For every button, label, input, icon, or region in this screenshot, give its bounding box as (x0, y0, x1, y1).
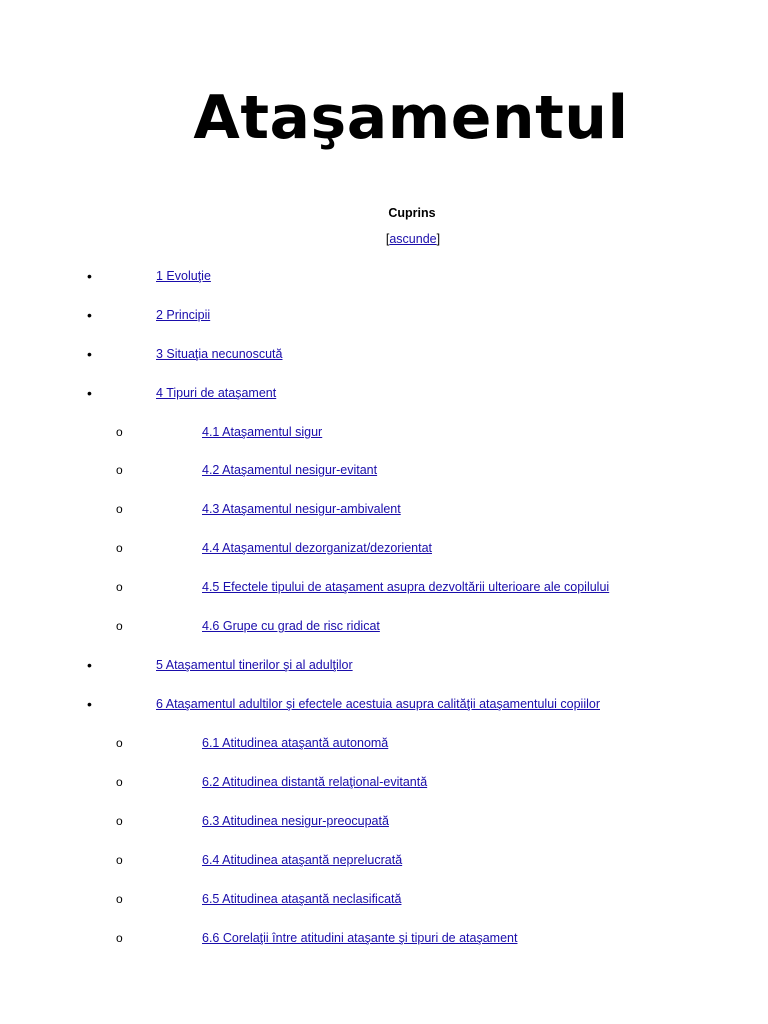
toc-link-1[interactable]: 1 Evoluţie (156, 269, 211, 283)
toc-item-6-1 (0, 734, 768, 752)
toc-item-4-2 (0, 461, 768, 479)
toc-link-4-1[interactable]: 4.1 Ataşamentul sigur (202, 425, 323, 439)
bullet-circle-icon: o (116, 541, 123, 555)
toc-link-6-3[interactable]: 6.3 Atitudinea nesigur-preocupată (202, 814, 389, 828)
toc-item-4-6 (0, 617, 768, 635)
toc-item-2 (0, 306, 768, 324)
bullet-circle-icon: o (116, 892, 123, 906)
toc-item-5 (0, 656, 768, 674)
bullet-disc-icon: • (87, 268, 92, 284)
toc-toggle-open-bracket: [ (385, 232, 390, 246)
toc-item-6-4 (0, 851, 768, 869)
toc-item-4 (0, 384, 768, 402)
toc-link-6-2[interactable]: 6.2 Atitudinea distantă relaţional-evitantă (202, 775, 428, 789)
toc-link-4-2[interactable]: 4.2 Ataşamentul nesigur-evitant (202, 463, 378, 477)
toc-link-4-6[interactable]: 4.6 Grupe cu grad de risc ridicat (202, 619, 380, 633)
bullet-disc-icon: • (87, 696, 92, 712)
toc-item-4-1 (0, 423, 768, 441)
bullet-circle-icon: o (116, 775, 123, 789)
toc-item-6-6 (0, 929, 768, 947)
bullet-circle-icon: o (116, 463, 123, 477)
toc-item-3 (0, 345, 768, 363)
toc-link-3[interactable]: 3 Situaţia necunoscută (156, 347, 283, 361)
bullet-circle-icon: o (116, 580, 123, 594)
toc-link-4-3[interactable]: 4.3 Ataşamentul nesigur-ambivalent (202, 502, 401, 516)
toc-link-5[interactable]: 5 Ataşamentul tinerilor şi al adulţilor (156, 658, 353, 672)
toc-item-6 (0, 695, 768, 713)
toc-link-4-4[interactable]: 4.4 Ataşamentul dezorganizat/dezorientat (202, 541, 433, 555)
toc-heading: Cuprins (388, 206, 436, 220)
bullet-disc-icon: • (87, 346, 92, 362)
toc-link-6-5[interactable]: 6.5 Atitudinea ataşantă neclasificată (202, 892, 402, 906)
toc-item-1 (0, 267, 768, 285)
bullet-disc-icon: • (87, 307, 92, 323)
toc-item-4-4 (0, 539, 768, 557)
bullet-circle-icon: o (116, 736, 123, 750)
bullet-circle-icon: o (116, 425, 123, 439)
bullet-circle-icon: o (116, 853, 123, 867)
toc-link-4[interactable]: 4 Tipuri de ataşament (156, 386, 277, 400)
toc-item-6-2 (0, 773, 768, 791)
toc-toggle-close-bracket: ] (436, 232, 441, 246)
toc-link-2[interactable]: 2 Principii (156, 308, 211, 322)
toc-link-6-6[interactable]: 6.6 Corelaţii între atitudini ataşante şi tipuri de ataşament (202, 931, 518, 945)
toc-hide-link[interactable]: ascunde (389, 232, 437, 246)
toc-link-6-1[interactable]: 6.1 Atitudinea ataşantă autonomă (202, 736, 389, 750)
bullet-circle-icon: o (116, 814, 123, 828)
page-title: Ataşamentul (193, 83, 629, 153)
toc-item-6-5 (0, 890, 768, 908)
toc-link-4-5[interactable]: 4.5 Efectele tipului de ataşament asupra dezvoltării ulterioare ale copilului (202, 580, 610, 594)
toc-item-6-3 (0, 812, 768, 830)
bullet-circle-icon: o (116, 931, 123, 945)
toc-link-6[interactable]: 6 Ataşamentul adultilor şi efectele acestuia asupra calităţii ataşamentului copiilor (156, 697, 600, 711)
toc-item-4-3 (0, 500, 768, 518)
bullet-circle-icon: o (116, 619, 123, 633)
bullet-disc-icon: • (87, 385, 92, 401)
toc-item-4-5 (0, 578, 768, 596)
toc-link-6-4[interactable]: 6.4 Atitudinea ataşantă neprelucrată (202, 853, 403, 867)
bullet-disc-icon: • (87, 657, 92, 673)
bullet-circle-icon: o (116, 502, 123, 516)
